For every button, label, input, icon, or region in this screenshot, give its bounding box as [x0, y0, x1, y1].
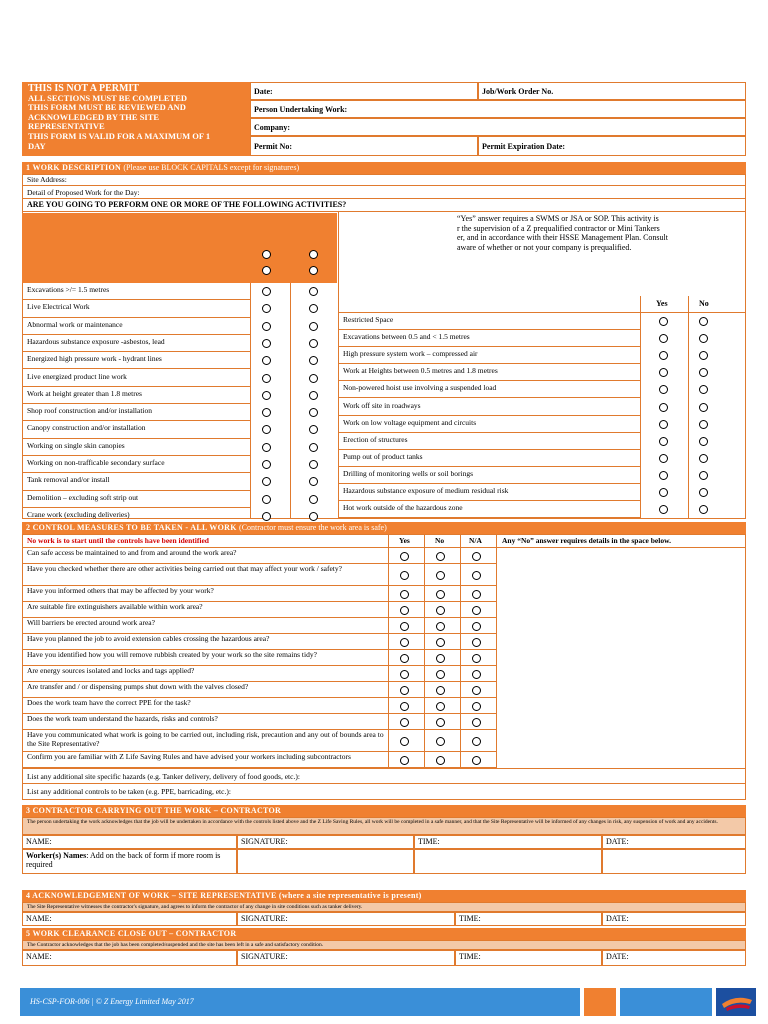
worker-names-area-1[interactable] [237, 849, 414, 874]
permit-expiration-field[interactable]: Permit Expiration Date: [478, 136, 746, 156]
radio-yes-hdr-1[interactable] [262, 250, 271, 259]
radio-yes-hdr-2[interactable] [262, 266, 271, 275]
activities-question: ARE YOU GOING TO PERFORM ONE OR MORE OF THE FOLLOWING ACTIVITIES? [22, 199, 746, 212]
control-question-label: Have you identified how you will remove rubbish created by your work so the site remains tidy? [27, 650, 317, 659]
footer-bar [20, 988, 580, 1016]
control-question [22, 586, 388, 602]
high-risk-item [22, 404, 250, 421]
additional-controls-field[interactable]: List any additional controls to be taken (e.g. PPE, barricading, etc.): [27, 787, 231, 796]
control-question-label: Are transfer and / or dispensing pumps shut down with the valves closed? [27, 682, 249, 691]
radio-no-hdr-1[interactable] [309, 250, 318, 259]
radio-yes-high-9[interactable] [262, 443, 271, 452]
radio-yes-q-11[interactable] [400, 737, 409, 746]
control-question-label: Have you informed others that may be affected by your work? [27, 586, 214, 595]
radio-yes-q-8[interactable] [400, 686, 409, 695]
permit-no-field[interactable]: Permit No: [250, 136, 478, 156]
s5-time-field[interactable]: TIME: [455, 950, 602, 966]
section-4-header: 4 ACKNOWLEDGEMENT OF WORK – SITE REPRESENTATIVE (where a site representative is present) [22, 890, 746, 902]
radio-no-q-4[interactable] [436, 622, 445, 631]
radio-yes-med-5[interactable] [659, 403, 668, 412]
control-question-label: Have you communicated what work is going to be carried out, including risk, precaution and any out of bounds area to the Site Representative? [27, 730, 384, 748]
control-question [22, 730, 388, 752]
high-risk-item [22, 387, 250, 404]
high-risk-item [22, 335, 250, 352]
radio-yes-high-12[interactable] [262, 495, 271, 504]
control-question [22, 714, 388, 730]
radio-yes-med-7[interactable] [659, 437, 668, 446]
medium-risk-item [338, 484, 640, 501]
notice-line-4: ACKNOWLEDGED BY THE SITE [28, 111, 160, 122]
high-risk-header-block [22, 213, 337, 283]
radio-no-q-6[interactable] [436, 654, 445, 663]
radio-yes-med-0[interactable] [659, 317, 668, 326]
high-risk-item-label: Work at height greater than 1.8 metres [27, 388, 142, 398]
high-risk-item-label: Demolition – excluding soft strip out [27, 492, 139, 502]
medium-risk-item [338, 467, 640, 484]
medium-risk-item-label: Work on low voltage equipment and circuits [343, 417, 477, 427]
right-no-header: No [699, 299, 709, 308]
radio-na-q-6[interactable] [472, 654, 481, 663]
footer-blue-block [620, 988, 712, 1016]
worker-names-area-3[interactable] [602, 849, 746, 874]
control-question-label: Can safe access be maintained to and from and around the work area? [27, 548, 237, 557]
high-risk-item-label: Tank removal and/or install [27, 475, 110, 485]
medium-risk-item [338, 313, 640, 330]
medium-risk-item-label: Pump out of product tanks [343, 451, 423, 461]
section-3-header: 3 CONTRACTOR CARRYING OUT THE WORK – CONTRACTOR [22, 805, 746, 817]
s5-signature-field[interactable]: SIGNATURE: [237, 950, 455, 966]
footer-orange-block [584, 988, 616, 1016]
control-question-label: Have you checked whether there are other activities being carried out that may affect your work / safety? [27, 564, 342, 573]
radio-no-high-9[interactable] [309, 443, 318, 452]
radio-na-q-12[interactable] [472, 756, 481, 765]
medium-risk-item-label: Restricted Space [343, 315, 394, 324]
control-question [22, 650, 388, 666]
radio-no-med-5[interactable] [699, 403, 708, 412]
section-3-statement: The person undertaking the work acknowledges that the job will be undertaken in accordance with the controls listed above and the Z Life Saving Rules, all work will be completed in a safe manner, and that the Site Representative will be informed of any changes in risk, any suspension of work and any accidents. [22, 817, 746, 835]
col-yes: Yes [399, 536, 410, 545]
radio-na-q-10[interactable] [472, 718, 481, 727]
radio-no-q-10[interactable] [436, 718, 445, 727]
notice-line-2: ALL SECTIONS MUST BE COMPLETED [28, 92, 188, 103]
radio-na-q-2[interactable] [472, 590, 481, 599]
job-order-field[interactable]: Job/Work Order No. [478, 82, 746, 100]
radio-no-q-12[interactable] [436, 756, 445, 765]
radio-na-q-4[interactable] [472, 622, 481, 631]
radio-na-q-11[interactable] [472, 737, 481, 746]
radio-no-q-1[interactable] [436, 571, 445, 580]
radio-yes-high-2[interactable] [262, 322, 271, 331]
radio-yes-q-4[interactable] [400, 622, 409, 631]
radio-no-q-7[interactable] [436, 670, 445, 679]
radio-yes-q-10[interactable] [400, 718, 409, 727]
radio-yes-high-6[interactable] [262, 391, 271, 400]
notice-line-7: DAY [28, 140, 46, 151]
high-risk-item-label: Energized high pressure work - hydrant lines [27, 354, 162, 364]
no-answer-note: Any “No” answer requires details in the space below. [502, 536, 671, 545]
radio-yes-med-10[interactable] [659, 488, 668, 497]
high-risk-item [22, 456, 250, 473]
radio-no-med-7[interactable] [699, 437, 708, 446]
date-field[interactable]: Date: [250, 82, 478, 100]
radio-yes-high-5[interactable] [262, 374, 271, 383]
radio-yes-high-13[interactable] [262, 512, 271, 521]
medium-risk-item [338, 501, 640, 518]
radio-no-q-11[interactable] [436, 737, 445, 746]
s3-signature-field[interactable]: SIGNATURE: [237, 835, 414, 849]
notice-line-5: REPRESENTATIVE [28, 121, 105, 132]
high-risk-item-label: Live Electrical Work [27, 302, 90, 312]
s3-name-field[interactable]: NAME: [22, 835, 237, 849]
radio-no-high-6[interactable] [309, 391, 318, 400]
high-risk-item-label: Canopy construction and/or installation [27, 423, 146, 433]
worker-names-area-2[interactable] [414, 849, 602, 874]
control-question [22, 698, 388, 714]
medium-risk-item [338, 330, 640, 347]
control-question [22, 564, 388, 586]
radio-yes-q-1[interactable] [400, 571, 409, 580]
radio-no-med-9[interactable] [699, 471, 708, 480]
medium-risk-item-label: Hazardous substance exposure of medium residual risk [343, 486, 509, 495]
high-risk-item-label: Live energized product line work [27, 371, 127, 381]
notice-line-1: THIS IS NOT A PERMIT [28, 83, 139, 94]
radio-na-q-0[interactable] [472, 552, 481, 561]
section-2-header: 2 CONTROL MEASURES TO BE TAKEN - ALL WORK (Contractor must ensure the work area is safe) [22, 522, 746, 534]
person-undertaking-field[interactable]: Person Undertaking Work: [250, 100, 746, 118]
control-question-label: Does the work team have the correct PPE for the task? [27, 698, 191, 707]
medium-risk-item-label: High pressure system work – compressed air [343, 349, 478, 359]
radio-no-high-5[interactable] [309, 374, 318, 383]
section-5-header: 5 WORK CLEARANCE CLOSE OUT – CONTRACTOR [22, 928, 746, 940]
control-question [22, 618, 388, 634]
s4-name-field[interactable]: NAME: [22, 912, 237, 926]
notice-line-6: THIS FORM IS VALID FOR A MAXIMUM OF 1 [28, 130, 211, 141]
col-na: N/A [469, 536, 482, 545]
radio-no-q-2[interactable] [436, 590, 445, 599]
no-work-warning: No work is to start until the controls have been identified [27, 536, 209, 545]
radio-no-q-5[interactable] [436, 638, 445, 647]
s5-date-field[interactable]: DATE: [602, 950, 746, 966]
section-1-header: 1 WORK DESCRIPTION (Please use BLOCK CAPITALS except for signatures) [22, 162, 746, 174]
control-question-label: Are energy sources isolated and locks and tags applied? [27, 666, 195, 675]
radio-yes-q-3[interactable] [400, 606, 409, 615]
control-question-label: Will barriers be erected around work area? [27, 618, 155, 627]
radio-no-q-0[interactable] [436, 552, 445, 561]
high-risk-item [22, 439, 250, 456]
radio-no-med-10[interactable] [699, 488, 708, 497]
high-risk-item [22, 352, 250, 369]
radio-no-hdr-2[interactable] [309, 266, 318, 275]
section-2-column-header [22, 534, 746, 548]
high-risk-item-label: Excavations >/= 1.5 metres [27, 285, 110, 294]
col-no: No [435, 536, 445, 545]
high-risk-item-label: Abnormal work or maintenance [27, 319, 123, 329]
high-risk-item [22, 283, 250, 300]
control-question-label: Does the work team understand the hazards, risks and controls? [27, 714, 218, 723]
radio-yes-q-0[interactable] [400, 552, 409, 561]
high-risk-item [22, 421, 250, 438]
section-4-statement: The Site Representative witnesses the contractor's signature, and agrees to inform the contractor of any change in site conditions such as tanker delivery. [22, 902, 746, 912]
radio-na-q-9[interactable] [472, 702, 481, 711]
control-question [22, 752, 388, 768]
control-question [22, 634, 388, 650]
medium-risk-item-label: Drilling of monitoring wells or soil borings [343, 468, 473, 478]
control-question [22, 682, 388, 698]
radio-no-q-9[interactable] [436, 702, 445, 711]
medium-risk-item-label: Work at Heights between 0.5 metres and 1.8 metres [343, 366, 498, 376]
control-question [22, 602, 388, 618]
medium-risk-item-label: Erection of structures [343, 434, 408, 444]
work-detail-field[interactable]: Detail of Proposed Work for the Day: [22, 186, 746, 199]
control-question [22, 548, 388, 564]
s3-time-field[interactable]: TIME: [414, 835, 602, 849]
medium-risk-item-label: Excavations between 0.5 and < 1.5 metres [343, 332, 470, 342]
high-risk-item-label: Working on single skin canopies [27, 440, 125, 450]
s4-date-field[interactable]: DATE: [602, 912, 746, 926]
high-risk-item [22, 318, 250, 335]
radio-na-q-7[interactable] [472, 670, 481, 679]
z-energy-logo [716, 988, 756, 1016]
company-field[interactable]: Company: [250, 118, 746, 136]
right-yes-header: Yes [656, 299, 668, 308]
worker-names-field[interactable]: Worker(s) Names: Add on the back of form if more room is required [22, 849, 237, 874]
radio-no-high-3[interactable] [309, 339, 318, 348]
additional-hazards-field[interactable]: List any additional site specific hazards (e.g. Tanker delivery, delivery of food goods, etc.): [22, 768, 746, 784]
high-risk-item [22, 473, 250, 490]
header-notice [22, 82, 250, 156]
high-risk-item-label: Shop roof construction and/or installation [27, 406, 152, 416]
radio-na-q-8[interactable] [472, 686, 481, 695]
activity-info-text: “Yes” answer requires a SWMS or JSA or SOP. This activity is r the supervision of a Z prequalified contractor or Mini Tankers er, and in accordance with their HSSE Management Plan. Consult aware of whether or not your company is prequalified. [457, 214, 668, 252]
control-question-label: Confirm you are familiar with Z Life Saving Rules and have advised your workers including subcontractors [27, 752, 351, 761]
radio-no-high-13[interactable] [309, 512, 318, 521]
medium-risk-item-label: Non-powered hoist use involving a suspended load [343, 383, 497, 393]
radio-no-med-0[interactable] [699, 317, 708, 326]
control-question [22, 666, 388, 682]
medium-risk-item [338, 381, 640, 398]
radio-yes-med-6[interactable] [659, 420, 668, 429]
medium-risk-item [338, 450, 640, 467]
radio-yes-med-8[interactable] [659, 454, 668, 463]
s5-name-field[interactable]: NAME: [22, 950, 237, 966]
s4-signature-field[interactable]: SIGNATURE: [237, 912, 455, 926]
radio-no-high-12[interactable] [309, 495, 318, 504]
medium-risk-item [338, 416, 640, 433]
radio-na-q-5[interactable] [472, 638, 481, 647]
section-5-statement: The Contractor acknowledges that the job has been completed/suspended and the site has been left in a safe and satisfactory condition. [22, 940, 746, 950]
high-risk-item-label: Hazardous substance exposure -asbestos, lead [27, 336, 165, 346]
medium-risk-item [338, 364, 640, 381]
s3-date-field[interactable]: DATE: [602, 835, 746, 849]
radio-no-high-10[interactable] [309, 460, 318, 469]
radio-yes-q-12[interactable] [400, 756, 409, 765]
radio-yes-high-0[interactable] [262, 287, 271, 296]
notice-line-3: THIS FORM MUST BE REVIEWED AND [28, 102, 186, 113]
medium-risk-item-label: Hot work outside of the hazardous zone [343, 503, 463, 513]
high-risk-item-label: Crane work (excluding deliveries) [27, 509, 130, 519]
medium-risk-item [338, 347, 640, 364]
radio-yes-q-6[interactable] [400, 654, 409, 663]
radio-yes-med-9[interactable] [659, 471, 668, 480]
footer-text: HS-CSP-FOR-006 | © Z Energy Limited May 2017 [30, 997, 194, 1006]
radio-yes-q-9[interactable] [400, 702, 409, 711]
site-address-field[interactable]: Site Address: [22, 174, 746, 186]
medium-risk-item [338, 399, 640, 416]
radio-yes-q-7[interactable] [400, 670, 409, 679]
high-risk-item-label: Working on non-trafficable secondary surface [27, 458, 165, 467]
high-risk-item [22, 491, 250, 508]
medium-risk-item-label: Work off site in roadways [343, 400, 421, 410]
radio-na-q-1[interactable] [472, 571, 481, 580]
control-question-label: Have you planned the job to avoid extension cables crossing the hazardous area? [27, 634, 270, 643]
radio-na-q-3[interactable] [472, 606, 481, 615]
radio-no-med-6[interactable] [699, 420, 708, 429]
radio-yes-high-3[interactable] [262, 339, 271, 348]
radio-no-med-8[interactable] [699, 454, 708, 463]
radio-yes-high-10[interactable] [262, 460, 271, 469]
control-question-label: Are suitable fire extinguishers available within work area? [27, 602, 203, 611]
high-risk-item [22, 370, 250, 387]
radio-no-high-2[interactable] [309, 322, 318, 331]
radio-yes-q-2[interactable] [400, 590, 409, 599]
radio-no-q-3[interactable] [436, 606, 445, 615]
s4-time-field[interactable]: TIME: [455, 912, 602, 926]
radio-no-q-8[interactable] [436, 686, 445, 695]
radio-no-high-0[interactable] [309, 287, 318, 296]
radio-yes-q-5[interactable] [400, 638, 409, 647]
medium-risk-item [338, 433, 640, 450]
high-risk-item [22, 300, 250, 317]
